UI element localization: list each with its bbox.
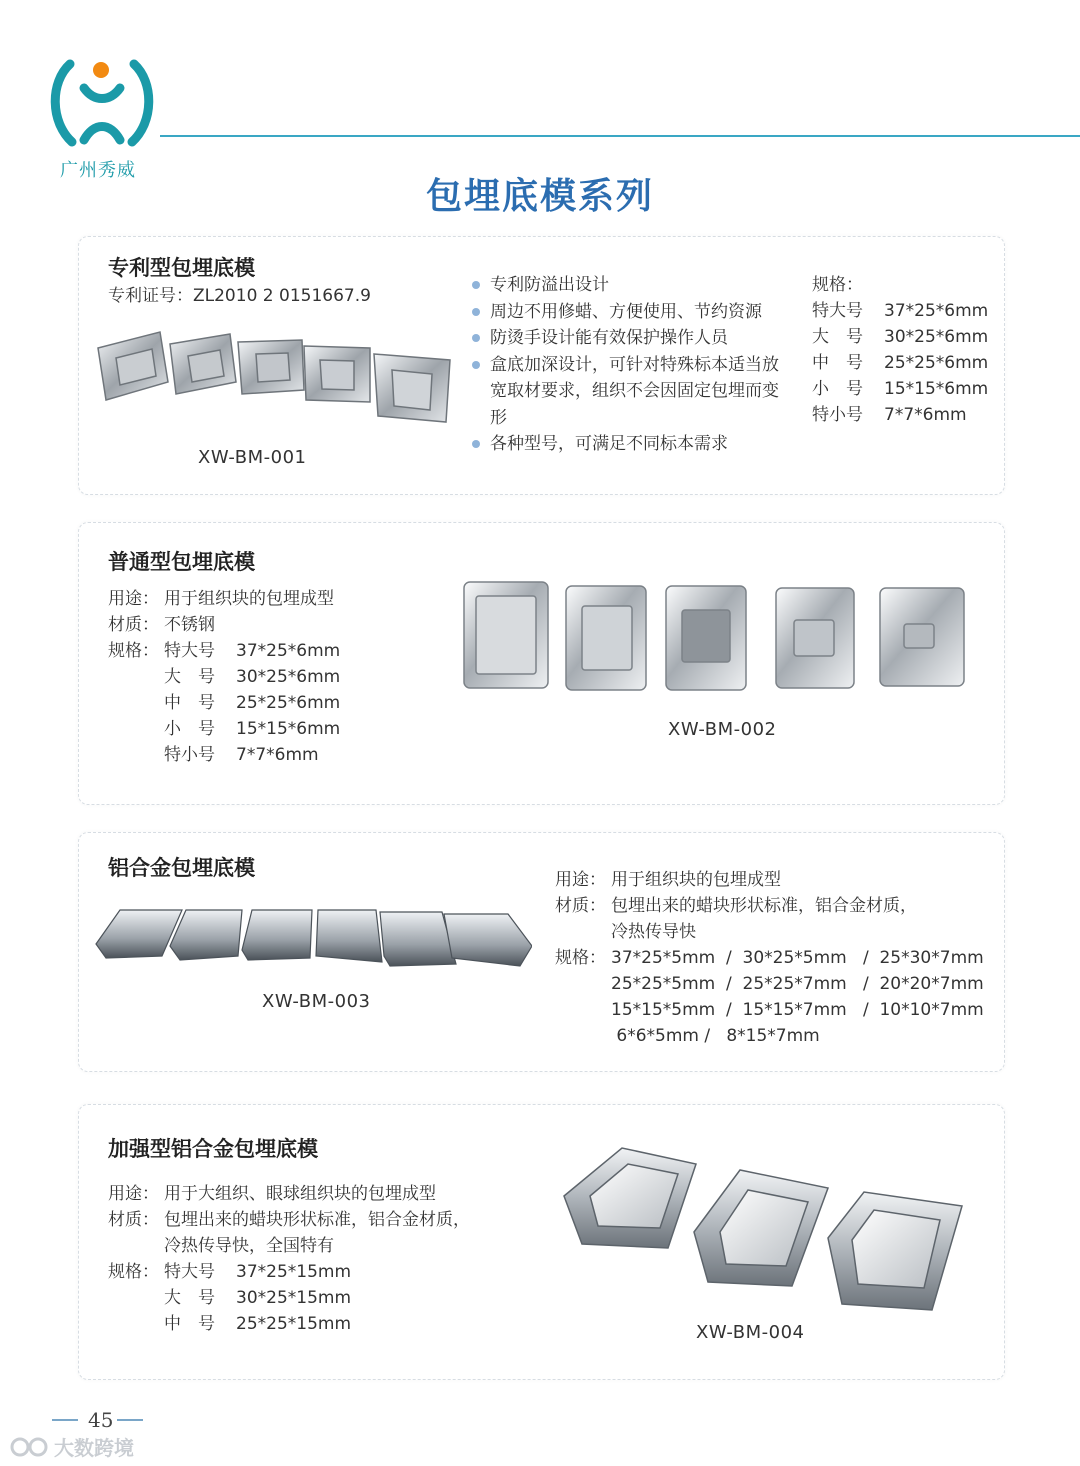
spec-label: 规格：: [555, 948, 606, 968]
spec-dimension: 30*25*15mm: [236, 1288, 352, 1308]
spec-size: 大 号: [164, 1288, 215, 1308]
spec-dimension: 25*25*6mm: [884, 353, 989, 373]
material-label: 材质：: [108, 615, 159, 635]
product-title: 普通型包埋底模: [108, 550, 255, 574]
material-label: 材质：: [108, 1210, 159, 1230]
product-code: XW-BM-001: [198, 447, 307, 468]
spec-dimension: 30*25*6mm: [236, 667, 341, 687]
feature-item: 专利防溢出设计: [470, 272, 800, 299]
page-number: 45: [88, 1408, 114, 1432]
spec-dimension: 15*15*6mm: [236, 719, 341, 739]
spec-dimension: 7*7*6mm: [884, 405, 967, 425]
spec-dimension: 37*25*6mm: [884, 301, 989, 321]
use-text: 用于组织块的包埋成型: [611, 870, 781, 890]
spec-size: 中 号: [164, 693, 215, 713]
feature-item: 盒底加深设计，可针对特殊标本适当放宽取材要求，组织不会因固定包埋而变形: [470, 352, 790, 432]
footer-line-left: [52, 1419, 78, 1421]
product-code: XW-BM-004: [696, 1322, 805, 1343]
spec-label: 规格：: [812, 275, 863, 295]
spec-dimension: 25*25*6mm: [236, 693, 341, 713]
watermark: [8, 1432, 134, 1461]
product-image-xw-bm-004: [560, 1140, 970, 1320]
brand-name: 广州秀威: [60, 160, 136, 181]
spec-dimension: 37*25*15mm: [236, 1262, 352, 1282]
spec-size: 大 号: [164, 667, 215, 687]
use-label: 用途：: [108, 589, 159, 609]
material-text: 包埋出来的蜡块形状标准，铝合金材质，: [164, 1210, 470, 1230]
product-code: XW-BM-003: [262, 991, 371, 1012]
spec-size: 特小号: [164, 745, 215, 765]
watermark-text: 大数跨境: [54, 1436, 134, 1460]
spec-dimension: 15*15*6mm: [884, 379, 989, 399]
spec-dimension: 30*25*6mm: [884, 327, 989, 347]
spec-line: 6*6*5mm / 8*15*7mm: [611, 1026, 820, 1046]
product-image-xw-bm-003: [92, 906, 532, 970]
spec-dimension: 37*25*6mm: [236, 641, 341, 661]
spec-size: 特大号: [812, 301, 863, 321]
spec-line: 25*25*5mm / 25*25*7mm / 20*20*7mm: [611, 974, 984, 994]
use-text: 用于组织块的包埋成型: [164, 589, 334, 609]
spec-label: 规格：: [108, 1262, 159, 1282]
material-text: 冷热传导快: [611, 922, 696, 942]
use-text: 用于大组织、眼球组织块的包埋成型: [164, 1184, 436, 1204]
header-divider: [160, 135, 1080, 137]
patent-number: 专利证号：ZL2010 2 0151667.9: [108, 286, 371, 306]
spec-size: 中 号: [812, 353, 863, 373]
spec-size: 特大号: [164, 641, 215, 661]
spec-dimension: 7*7*6mm: [236, 745, 319, 765]
product-details: [108, 1181, 470, 1337]
use-label: 用途：: [108, 1184, 159, 1204]
spec-size: 中 号: [164, 1314, 215, 1334]
spec-table: [812, 298, 988, 428]
spec-size: 小 号: [164, 719, 215, 739]
feature-item: 各种型号，可满足不同标本需求: [470, 431, 800, 458]
product-code: XW-BM-002: [668, 719, 777, 740]
material-label: 材质：: [555, 896, 606, 916]
material-text: 冷热传导快，全国特有: [164, 1236, 334, 1256]
product-image-xw-bm-002: [460, 576, 970, 696]
spec-size: 特大号: [164, 1262, 215, 1282]
brand-logo: [50, 52, 156, 180]
product-details: [108, 586, 340, 768]
spec-size: 大 号: [812, 327, 863, 347]
feature-item: 防烫手设计能有效保护操作人员: [470, 325, 800, 352]
logo-mark-icon: [50, 52, 156, 156]
use-label: 用途：: [555, 870, 606, 890]
spec-line: 37*25*5mm / 30*25*5mm / 25*30*7mm: [611, 948, 984, 968]
spec-size: 小 号: [812, 379, 863, 399]
material-text: 不锈钢: [164, 615, 215, 635]
product-title: 铝合金包埋底模: [108, 856, 255, 880]
spec-label: 规格：: [108, 641, 159, 661]
product-image-xw-bm-001: [90, 318, 460, 430]
spec-dimension: 25*25*15mm: [236, 1314, 352, 1334]
feature-list: [470, 272, 800, 458]
footer-line-right: [117, 1419, 143, 1421]
spec-size: 特小号: [812, 405, 863, 425]
product-details: [555, 867, 984, 1049]
product-title: 专利型包埋底模: [108, 256, 255, 280]
page-title: 包埋底模系列: [425, 176, 654, 217]
material-text: 包埋出来的蜡块形状标准，铝合金材质，: [611, 896, 917, 916]
product-title: 加强型铝合金包埋底模: [108, 1137, 318, 1161]
feature-item: 周边不用修蜡、方便使用、节约资源: [470, 299, 800, 326]
watermark-logo-icon: [8, 1434, 54, 1460]
spec-line: 15*15*5mm / 15*15*7mm / 10*10*7mm: [611, 1000, 984, 1020]
